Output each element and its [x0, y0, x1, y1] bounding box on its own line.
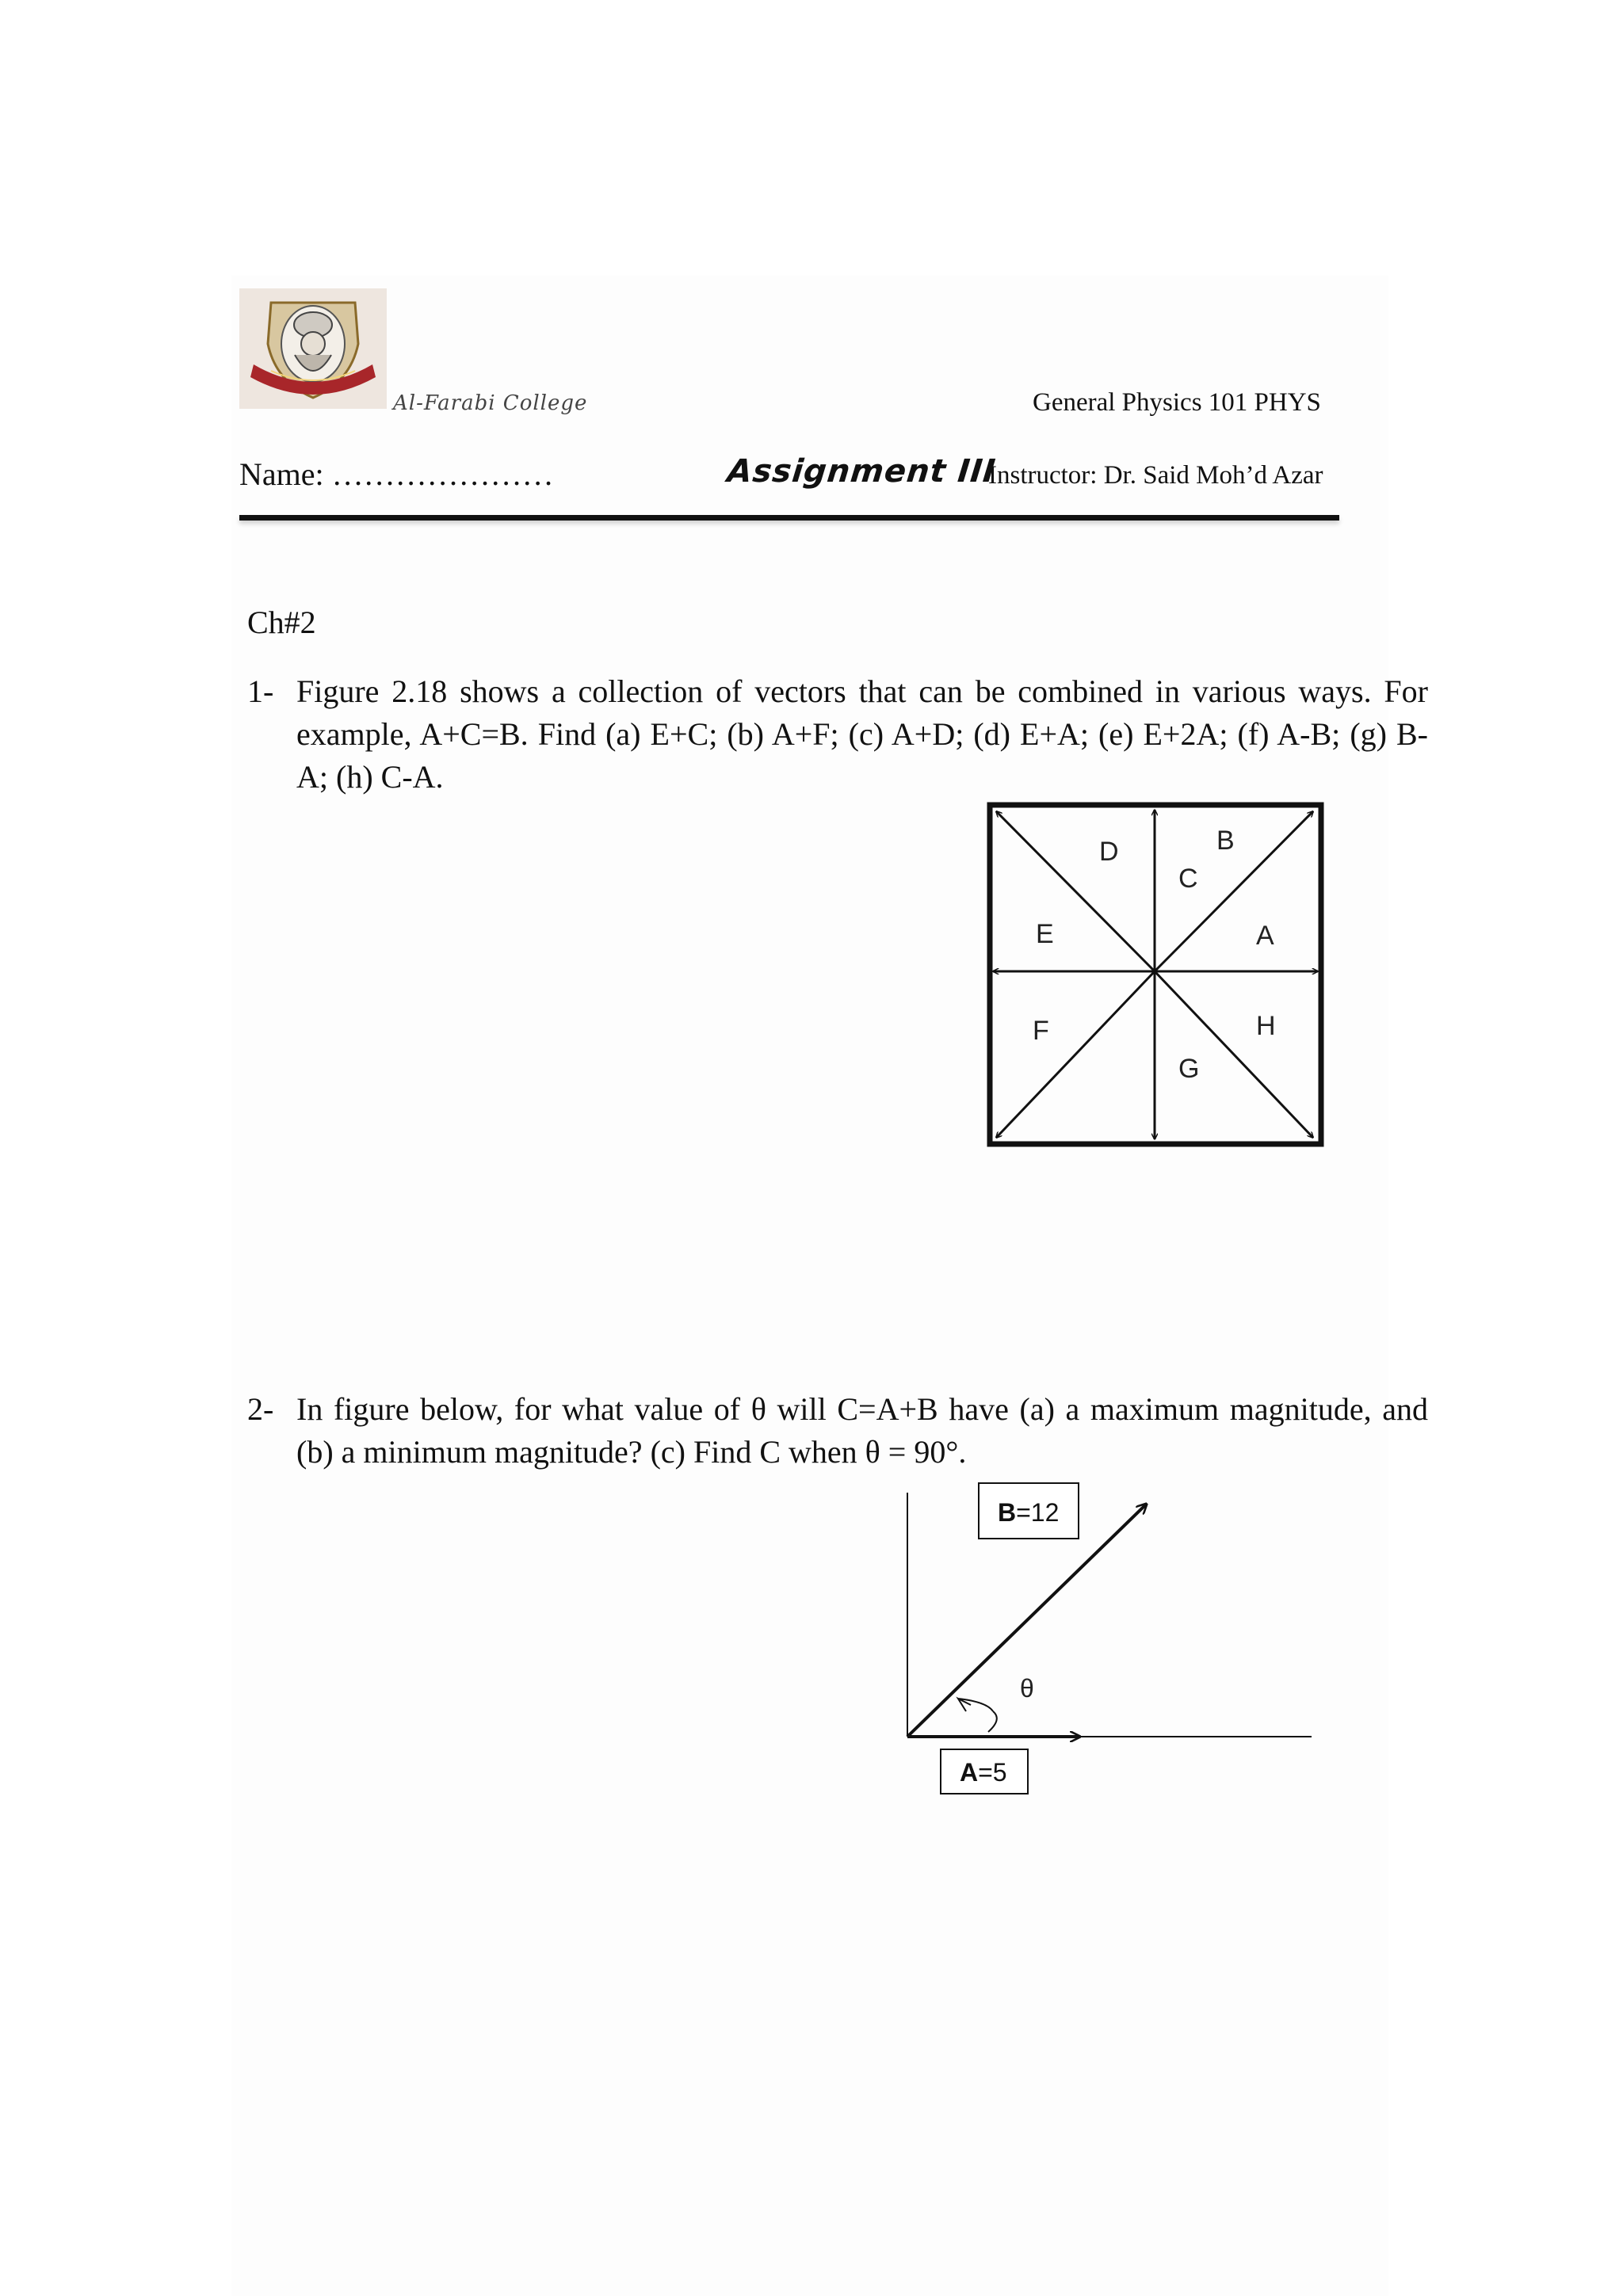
course-title: General Physics 101 PHYS: [1033, 388, 1321, 417]
figure-angle-vectors: [899, 1482, 1327, 1818]
question-text: Figure 2.18 shows a collection of vectors that can be combined in various ways. For example, A+C=B. Find (a) E+C; (b) A+F; (c) A+D; (d) E+A; (e) E+2A; (f) A-B; (g) B-A; (h) C-A.: [296, 673, 1428, 795]
name-field-label: Name: …………………: [239, 456, 554, 492]
label-A: A=5: [960, 1758, 1007, 1787]
vector-label-A: A: [1256, 921, 1274, 951]
vector-D-arrow: [996, 811, 1155, 971]
angle-vector-diagram: [899, 1482, 1327, 1814]
question-2: [247, 1388, 1428, 1475]
label-B: B=12: [998, 1498, 1060, 1527]
figure-vector-collection: [987, 800, 1327, 1153]
angle-arc-arrowhead: [958, 1699, 993, 1711]
vector-diagram: [987, 800, 1327, 1149]
question-number: 2-: [247, 1391, 274, 1427]
angle-arc: [988, 1711, 997, 1732]
vector-label-H: H: [1256, 1011, 1276, 1041]
question-1: [247, 670, 1428, 805]
vector-label-E: E: [1036, 919, 1054, 949]
question-text: In figure below, for what value of θ will C=A+B have (a) a maximum magnitude, and (b) a minimum magnitude? (c) Find C when θ = 90°.: [296, 1391, 1428, 1470]
vector-label-D: D: [1099, 837, 1119, 867]
vector-label-G: G: [1178, 1054, 1200, 1084]
chapter-heading: Ch#2: [247, 605, 316, 640]
college-name: Al-Farabi College: [393, 391, 588, 415]
college-logo: [239, 288, 387, 409]
header-divider: [239, 515, 1339, 521]
vector-label-C: C: [1178, 864, 1198, 894]
question-number: 1-: [247, 673, 274, 709]
vector-label-F: F: [1033, 1016, 1049, 1046]
vector-label-B: B: [1216, 826, 1235, 856]
college-crest-icon: [239, 288, 387, 409]
assignment-title: Assignment III: [725, 453, 998, 490]
paper-area: [231, 276, 1388, 2296]
vector-F-arrow: [996, 971, 1155, 1138]
angle-label: θ: [1020, 1674, 1034, 1703]
instructor-line: Instructor: Dr. Said Moh’d Azar: [988, 461, 1323, 490]
